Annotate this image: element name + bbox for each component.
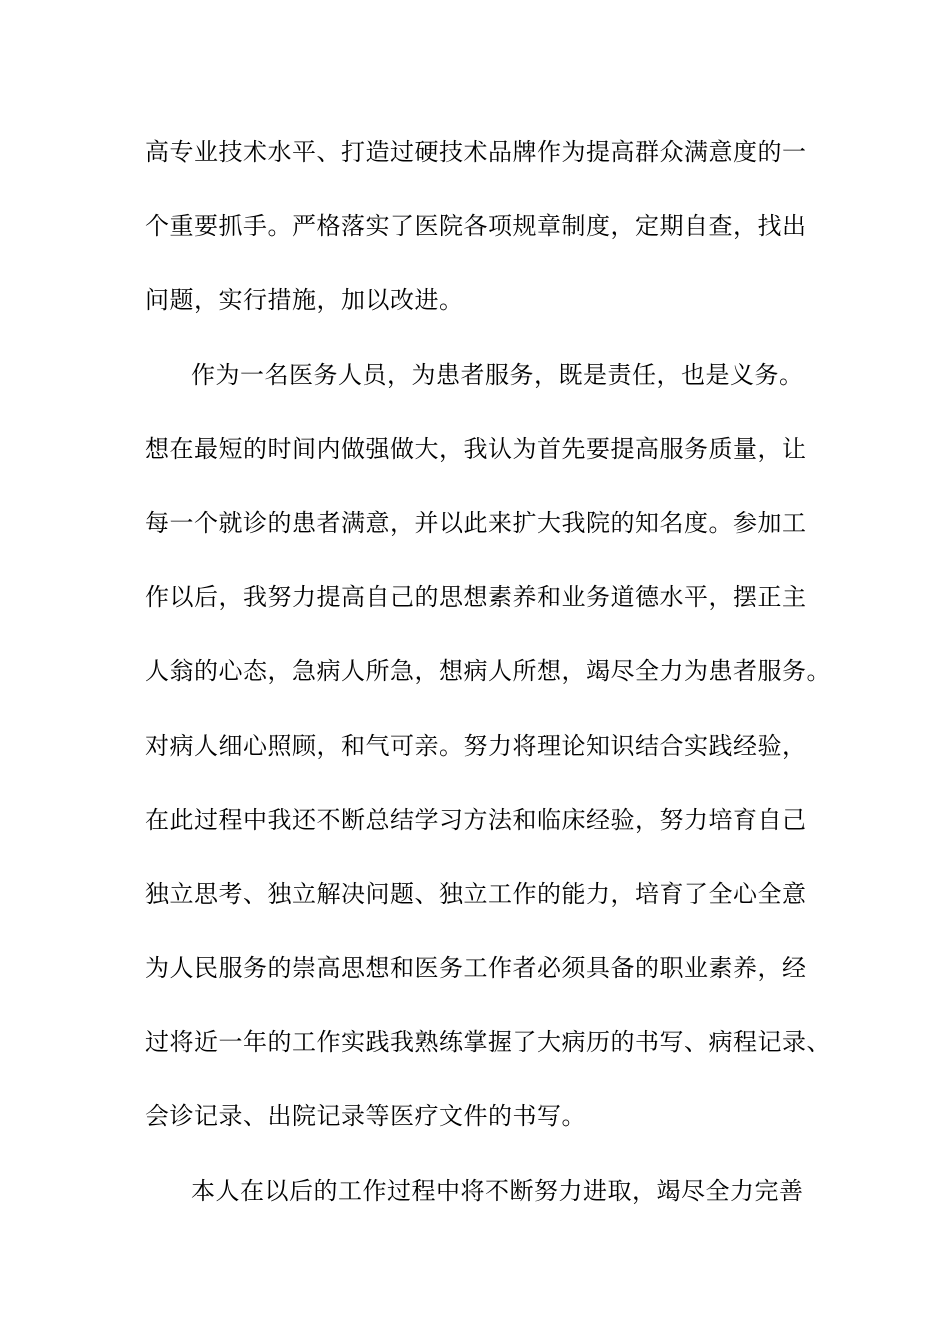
text-line: 高专业技术水平、打造过硬技术品牌作为提高群众满意度的一 — [145, 138, 807, 166]
text-line: 为人民服务的崇高思想和医务工作者必须具备的职业素养，经 — [145, 954, 807, 983]
text-line: 会诊记录、出院记录等医疗文件的书写。 — [145, 1102, 586, 1131]
text-line: 过将近一年的工作实践我熟练掌握了大病历的书写、病程记录、 — [145, 1028, 831, 1057]
text-line: 人翁的心态，急病人所急，想病人所想，竭尽全力为患者服务。 — [145, 657, 831, 686]
text-line: 对病人细心照顾，和气可亲。努力将理论知识结合实践经验， — [145, 731, 807, 760]
text-line: 个重要抓手。严格落实了医院各项规章制度，定期自查，找出 — [145, 212, 807, 241]
body-text — [145, 126, 835, 1239]
paragraph-start-line: 本人在以后的工作过程中将不断努力进取，竭尽全力完善 — [191, 1176, 804, 1205]
paragraph-start-line: 作为一名医务人员，为患者服务，既是责任，也是义务。 — [191, 360, 804, 389]
text-line: 每一个就诊的患者满意，并以此来扩大我院的知名度。参加工 — [145, 508, 807, 537]
text-line: 作以后，我努力提高自己的思想素养和业务道德水平，摆正主 — [145, 583, 807, 612]
text-line: 独立思考、独立解决问题、独立工作的能力，培育了全心全意 — [145, 879, 807, 908]
text-line: 问题，实行措施，加以改进。 — [145, 286, 464, 315]
text-line: 在此过程中我还不断总结学习方法和临床经验，努力培育自己 — [145, 805, 807, 834]
text-line: 想在最短的时间内做强做大，我认为首先要提高服务质量，让 — [145, 434, 807, 463]
